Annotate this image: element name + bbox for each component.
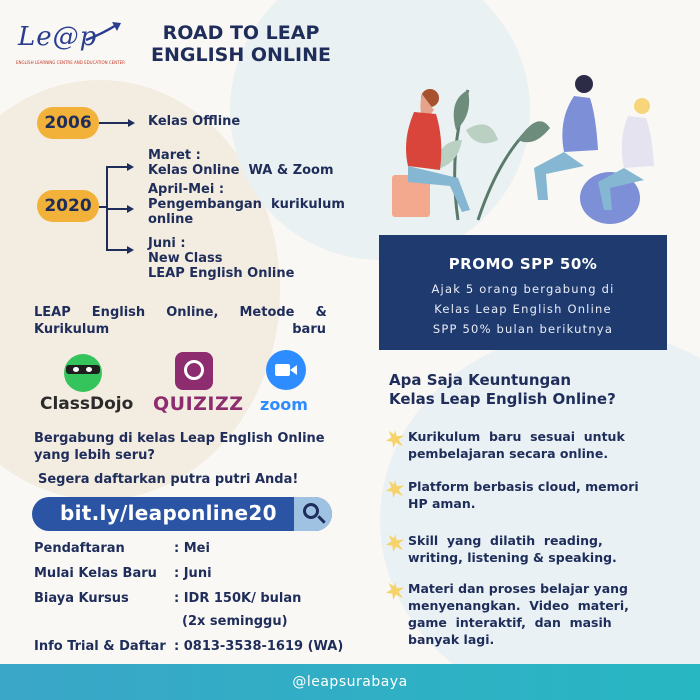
benefit-line: writing, listening & speaking. (408, 550, 617, 565)
info-label: Info Trial & Daftar (34, 639, 166, 654)
page-title (136, 22, 346, 66)
join-line-2: yang lebih seru? (34, 448, 155, 463)
join-line-1: Bergabung di kelas Leap English Online (34, 431, 325, 446)
benefit-text (408, 478, 664, 512)
arrow-head-icon (128, 119, 135, 127)
benefits-heading (389, 371, 616, 409)
star-burst-icon (386, 430, 404, 448)
juni-value-cont: LEAP English Online (148, 266, 295, 281)
timeline-arrow (106, 166, 128, 168)
benefit-line: Materi dan proses belajar yang (408, 581, 628, 596)
classdojo-icon (64, 354, 102, 392)
arrow-head-icon (127, 163, 134, 171)
april-value-cont: online (148, 212, 194, 227)
arrow-head-icon (127, 205, 134, 213)
method-text (34, 304, 326, 338)
year-badge-2020: 2020 (37, 190, 99, 222)
timeline-april (148, 182, 360, 227)
benefits-heading-line-2: Kelas Leap English Online? (389, 390, 616, 408)
benefit-text (408, 428, 664, 462)
zoom-icon (266, 350, 306, 390)
arrow-head-icon (127, 246, 134, 254)
registration-link-bar[interactable] (32, 497, 332, 531)
promo-line: Ajak 5 orang bergabung di (431, 282, 615, 296)
promo-line: SPP 50% bulan berikutnya (432, 322, 614, 336)
promo-title: PROMO SPP 50% (448, 255, 598, 273)
method-line-2: Kurikulum baru (34, 322, 326, 337)
benefit-line: Kurikulum baru sesuai untuk (408, 429, 625, 444)
benefits-heading-line-1: Apa Saja Keuntungan (389, 371, 572, 389)
registration-link[interactable]: bit.ly/leaponline20 (60, 501, 277, 525)
quizizz-icon (175, 352, 213, 390)
info-value: : Juni (174, 566, 212, 581)
info-label: Pendaftaran (34, 541, 125, 556)
april-value: Pengembangan kurikulum (148, 197, 345, 212)
search-button[interactable] (294, 497, 332, 531)
year-badge-2006: 2006 (37, 107, 99, 139)
logo-subtitle: ENGLISH LEARNING CENTRE AND EDUCATION CENTER (16, 60, 125, 65)
people-illustration (378, 70, 668, 230)
benefit-line: pembelajaran secara online. (408, 446, 609, 461)
logo-text: Le@p (18, 22, 98, 52)
classdojo-label: ClassDojo (40, 394, 134, 414)
juni-label: Juni : (148, 236, 186, 251)
timeline-item-2006: Kelas Offline (148, 114, 241, 129)
timeline-juni (148, 236, 294, 281)
enroll-callout: Segera daftarkan putra putri Anda! (38, 472, 299, 487)
promo-box (379, 235, 667, 350)
benefit-line: HP aman. (408, 496, 476, 511)
info-value: : Mei (174, 541, 210, 556)
benefit-line: game interaktif, dan masih (408, 615, 612, 630)
promo-line: Kelas Leap English Online (434, 302, 612, 316)
star-burst-icon (386, 582, 404, 600)
leap-logo (14, 22, 124, 70)
timeline-maret (148, 148, 334, 178)
social-handle[interactable]: @leapsurabaya (292, 674, 408, 690)
benefit-line: Skill yang dilatih reading, (408, 533, 603, 548)
maret-value: Kelas Online WA & Zoom (148, 163, 334, 178)
benefit-line: Platform berbasis cloud, memori (408, 479, 639, 494)
zoom-label: zoom (260, 395, 308, 414)
title-line-1: ROAD TO LEAP (162, 22, 320, 44)
quizizz-label: QUIZIZZ (153, 393, 244, 415)
footer-bar (0, 664, 700, 700)
info-value: (2x seminggu) (182, 614, 288, 629)
method-line-1: LEAP English Online, Metode & (34, 305, 327, 320)
star-burst-icon (386, 534, 404, 552)
benefit-line: banyak lagi. (408, 632, 495, 647)
title-line-2: ENGLISH ONLINE (151, 44, 331, 66)
join-question (34, 430, 354, 464)
april-label: April-Mei : (148, 182, 225, 197)
logo-arrow-icon (84, 20, 124, 44)
timeline-arrow (106, 208, 128, 210)
info-label: Mulai Kelas Baru (34, 566, 157, 581)
benefit-text (408, 580, 664, 648)
benefit-line: menyenangkan. Video materi, (408, 598, 629, 613)
star-burst-icon (386, 480, 404, 498)
maret-label: Maret : (148, 148, 201, 163)
info-value: : IDR 150K/ bulan (174, 591, 302, 606)
timeline-arrow (99, 122, 129, 124)
info-value: : 0813-3538-1619 (WA) (174, 639, 344, 654)
benefit-text (408, 532, 664, 566)
info-label: Biaya Kursus (34, 591, 129, 606)
timeline-arrow (106, 249, 128, 251)
juni-value: New Class (148, 251, 223, 266)
